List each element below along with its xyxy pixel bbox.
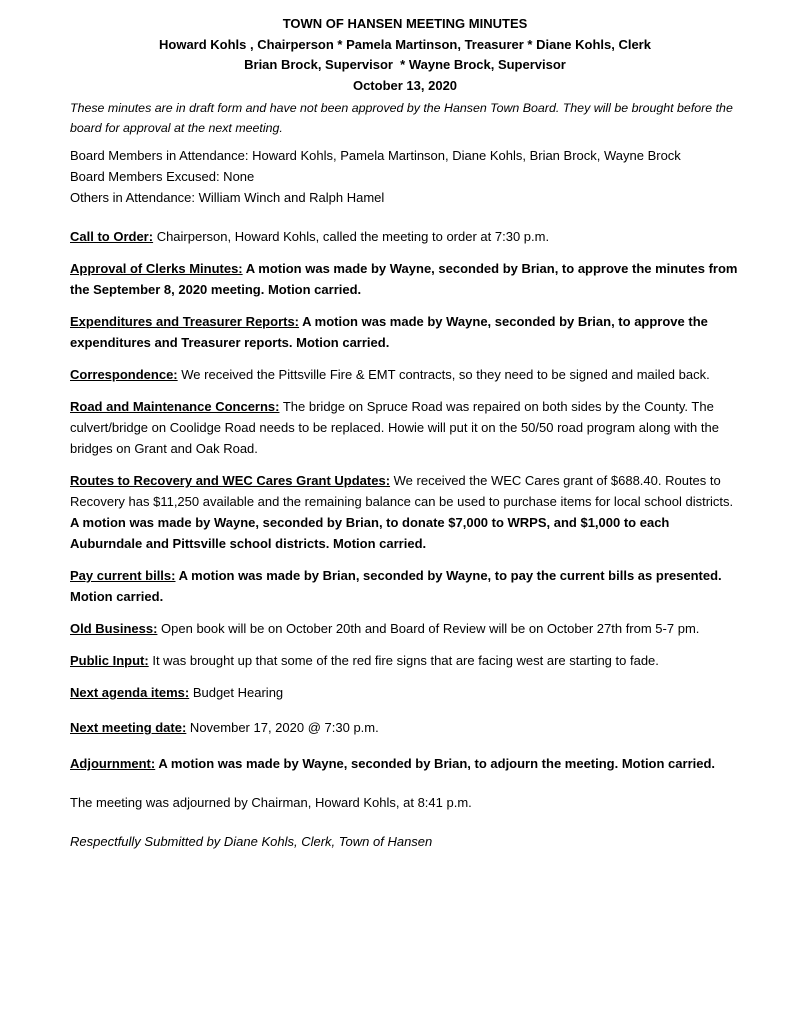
members-present: Board Members in Attendance: Howard Kohls, Pamela Martinson, Diane Kohls, Brian Brock, Wayne Brock — [70, 148, 681, 163]
section-label: Call to Order: — [70, 229, 154, 244]
section-text: We received the Pittsville Fire & EMT contracts, so they need to be signed and mailed back. — [177, 367, 710, 382]
motion-text: A motion was made by Brian, seconded by Wayne, to pay the current bills as presented. Motion carried. — [70, 568, 722, 604]
section-label: Pay current bills: — [70, 568, 176, 583]
section-label: Correspondence: — [70, 367, 178, 382]
section-text: Open book will be on October 20th and Board of Review will be on October 27th from 5-7 pm. — [157, 621, 700, 636]
minutes-page — [70, 14, 740, 852]
section-routes-to-recovery — [70, 470, 740, 554]
draft-notice: These minutes are in draft form and have not been approved by the Hansen Town Board. They will be brought before the board for approval at the next meeting. — [70, 101, 733, 135]
section-next-meeting — [70, 717, 740, 738]
section-adjournment — [70, 753, 740, 774]
meeting-date: October 13, 2020 — [352, 77, 458, 93]
motion-text: A motion was made by Wayne, seconded by Brian, to approve the minutes from the September 8, 2020 meeting. Motion carried. — [70, 261, 738, 297]
section-text: It was brought up that some of the red fire signs that are facing west are starting to fade. — [148, 653, 659, 668]
section-text: We received the WEC Cares grant of $688.40. Routes to Recovery has $11,250 available and the remaining balance can be used to purchase items for local school districts. — [70, 473, 734, 509]
section-text: Budget Hearing — [189, 685, 284, 700]
section-clerk-minutes — [70, 258, 740, 300]
section-label: Next meeting date: — [70, 720, 187, 735]
others-present: Others in Attendance: William Winch and Ralph Hamel — [70, 190, 385, 205]
officers-line-1: Howard Kohls , Chairperson * Pamela Martinson, Treasurer * Diane Kohls, Clerk — [159, 36, 651, 52]
motion-text: A motion was made by Wayne, seconded by Brian, to donate $7,000 to WRPS, and $1,000 to each Auburndale and Pittsville school districts. Motion carried. — [70, 515, 670, 551]
section-road-maintenance — [70, 396, 740, 459]
section-pay-bills — [70, 565, 740, 607]
officers-line-2: Brian Brock, Supervisor * Wayne Brock, Supervisor — [244, 57, 566, 72]
document-header — [70, 14, 740, 96]
section-label: Routes to Recovery and WEC Cares Grant Updates: — [70, 473, 391, 488]
members-excused: Board Members Excused: None — [70, 169, 255, 184]
motion-text: A motion was made by Wayne, seconded by Brian, to approve the expenditures and Treasurer reports. Motion carried. — [70, 314, 708, 350]
section-label: Road and Maintenance Concerns: — [70, 399, 280, 414]
attendance-block — [70, 145, 740, 208]
motion-text: A motion was made by Wayne, seconded by Brian, to adjourn the meeting. Motion carried. — [155, 756, 716, 771]
section-text: The bridge on Spruce Road was repaired on both sides by the County. The culvert/bridge on Coolidge Road needs to be replaced. Howie will put it on the 50/50 road program along with the bridges on Grant and Oak Road. — [70, 399, 719, 456]
section-correspondence — [70, 364, 740, 385]
section-text: November 17, 2020 @ 7:30 p.m. — [186, 720, 379, 735]
section-expenditures — [70, 311, 740, 353]
section-next-agenda — [70, 682, 740, 703]
section-label: Public Input: — [70, 653, 149, 668]
closing-statement: The meeting was adjourned by Chairman, Howard Kohls, at 8:41 p.m. — [70, 795, 472, 810]
section-old-business — [70, 618, 740, 639]
section-text: Chairperson, Howard Kohls, called the meeting to order at 7:30 p.m. — [153, 229, 550, 244]
section-public-input — [70, 650, 740, 671]
section-label: Approval of Clerks Minutes: — [70, 261, 243, 276]
submitted-by: Respectfully Submitted by Diane Kohls, Clerk, Town of Hansen — [70, 834, 433, 849]
document-title: TOWN OF HANSEN MEETING MINUTES — [282, 16, 528, 31]
section-label: Old Business: — [70, 621, 158, 636]
section-call-to-order — [70, 226, 740, 247]
section-label: Next agenda items: — [70, 685, 190, 700]
section-label: Expenditures and Treasurer Reports: — [70, 314, 300, 329]
section-label: Adjournment: — [70, 756, 156, 771]
